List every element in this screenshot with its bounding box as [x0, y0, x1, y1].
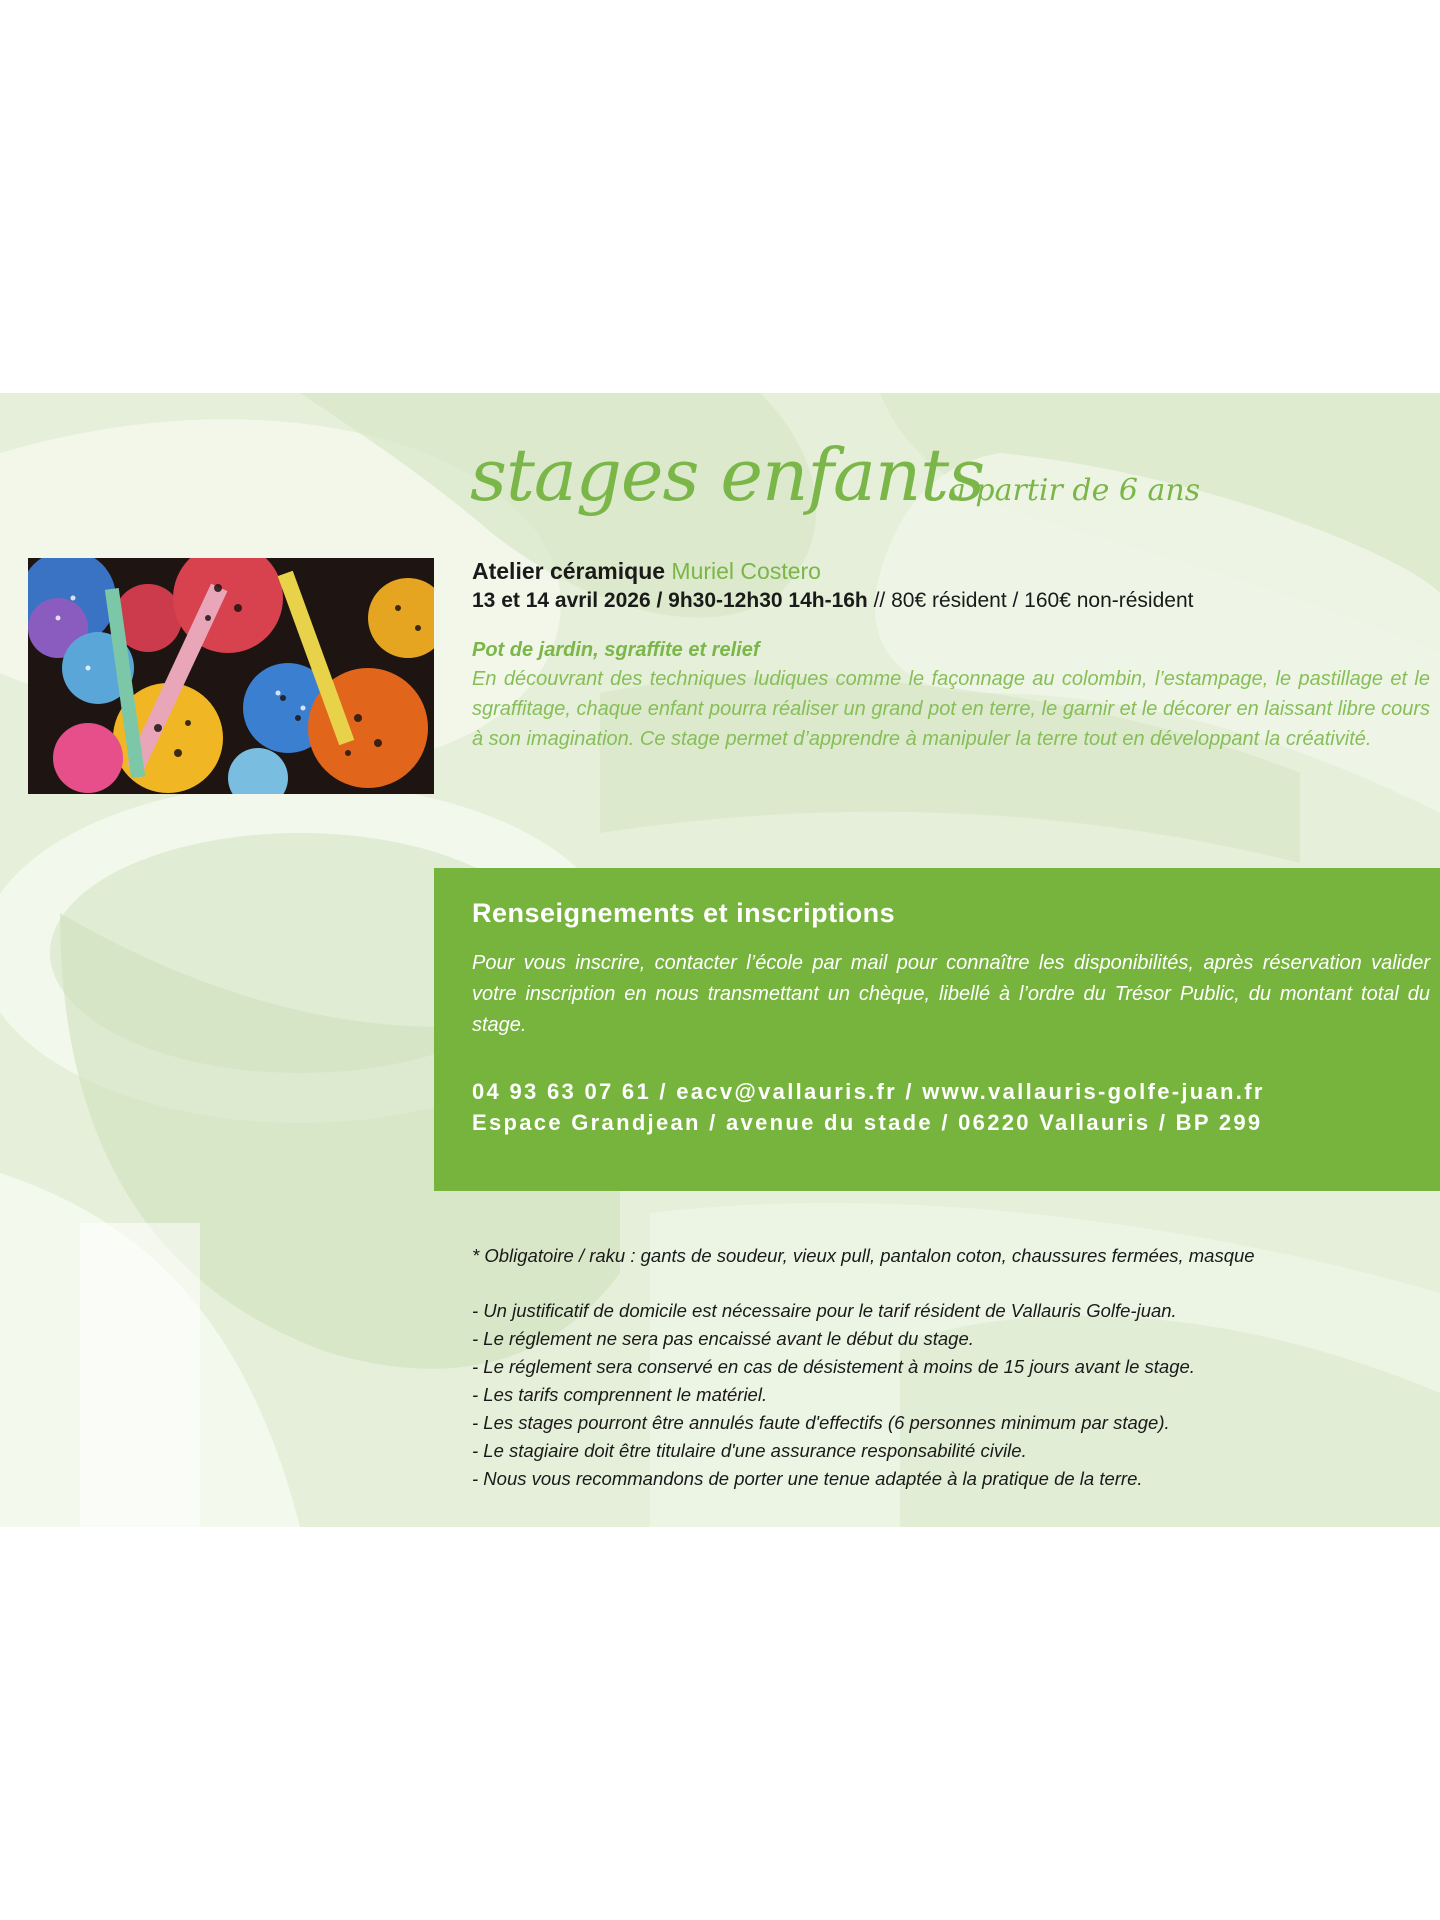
course-title: Pot de jardin, sgraffite et relief: [472, 639, 760, 661]
note-item: - Le réglement sera conservé en cas de désistement à moins de 15 jours avant le stage.: [472, 1356, 1195, 1377]
workshop-name: Atelier céramique: [472, 558, 666, 584]
flyer: [0, 393, 1440, 1527]
contact-line-2: Espace Grandjean / avenue du stade / 06220 Vallauris / BP 299: [472, 1110, 1263, 1135]
teacher-name: Muriel Costero: [671, 558, 821, 584]
schedule-dates: 13 et 14 avril 2026 / 9h30-12h30 14h-16h: [472, 589, 868, 612]
registration-box: [434, 868, 1440, 1191]
price: // 80€ résident / 160€ non-résident: [867, 589, 1194, 612]
note-item: - Nous vous recommandons de porter une tenue adaptée à la pratique de la terre.: [472, 1468, 1143, 1489]
workshop-info: [472, 556, 1432, 754]
note-item: - Les stages pourront être annulés faute d'effectifs (6 personnes minimum par stage).: [472, 1412, 1170, 1433]
required-equipment: * Obligatoire / raku : gants de soudeur, vieux pull, pantalon coton, chaussures fermées, masque: [472, 1245, 1255, 1266]
registration-text: Pour vous inscrire, contacter l’école par mail pour connaître les disponibilités, après réservation valider votre inscription en nous transmettant un chèque, libellé à l’ordre du Trésor Public, du montant total du stage.: [472, 952, 1430, 1036]
note-item: - Le stagiaire doit être titulaire d'une assurance responsabilité civile.: [472, 1440, 1027, 1461]
workshop-photo: [28, 558, 434, 794]
registration-title: Renseignements et inscriptions: [472, 898, 896, 928]
contact-info: [472, 1076, 1265, 1138]
contact-line-1: 04 93 63 07 61 / eacv@vallauris.fr / www.vallauris-golfe-juan.fr: [472, 1079, 1265, 1104]
note-item: - Le réglement ne sera pas encaissé avant le début du stage.: [472, 1328, 974, 1349]
workshop-schedule: [472, 586, 1432, 616]
age-subtitle: à partir de 6 ans: [948, 473, 1201, 508]
workshop-heading: [472, 556, 1432, 586]
note-item: - Les tarifs comprennent le matériel.: [472, 1384, 768, 1405]
header: [470, 433, 1370, 543]
notes: [472, 1243, 1432, 1493]
page-title: stages enfants: [470, 433, 985, 517]
course-description: En découvrant des techniques ludiques comme le façonnage au colombin, l’estampage, le pastillage et le sgraffitage, chaque enfant pourra réaliser un grand pot en terre, le garnir et le décorer en laissant libre cours à son imagination. Ce stage permet d’apprendre à manipuler la terre tout en développant la créativité.: [472, 668, 1430, 750]
note-item: - Un justificatif de domicile est nécessaire pour le tarif résident de Vallauris Golfe-juan.: [472, 1300, 1177, 1321]
